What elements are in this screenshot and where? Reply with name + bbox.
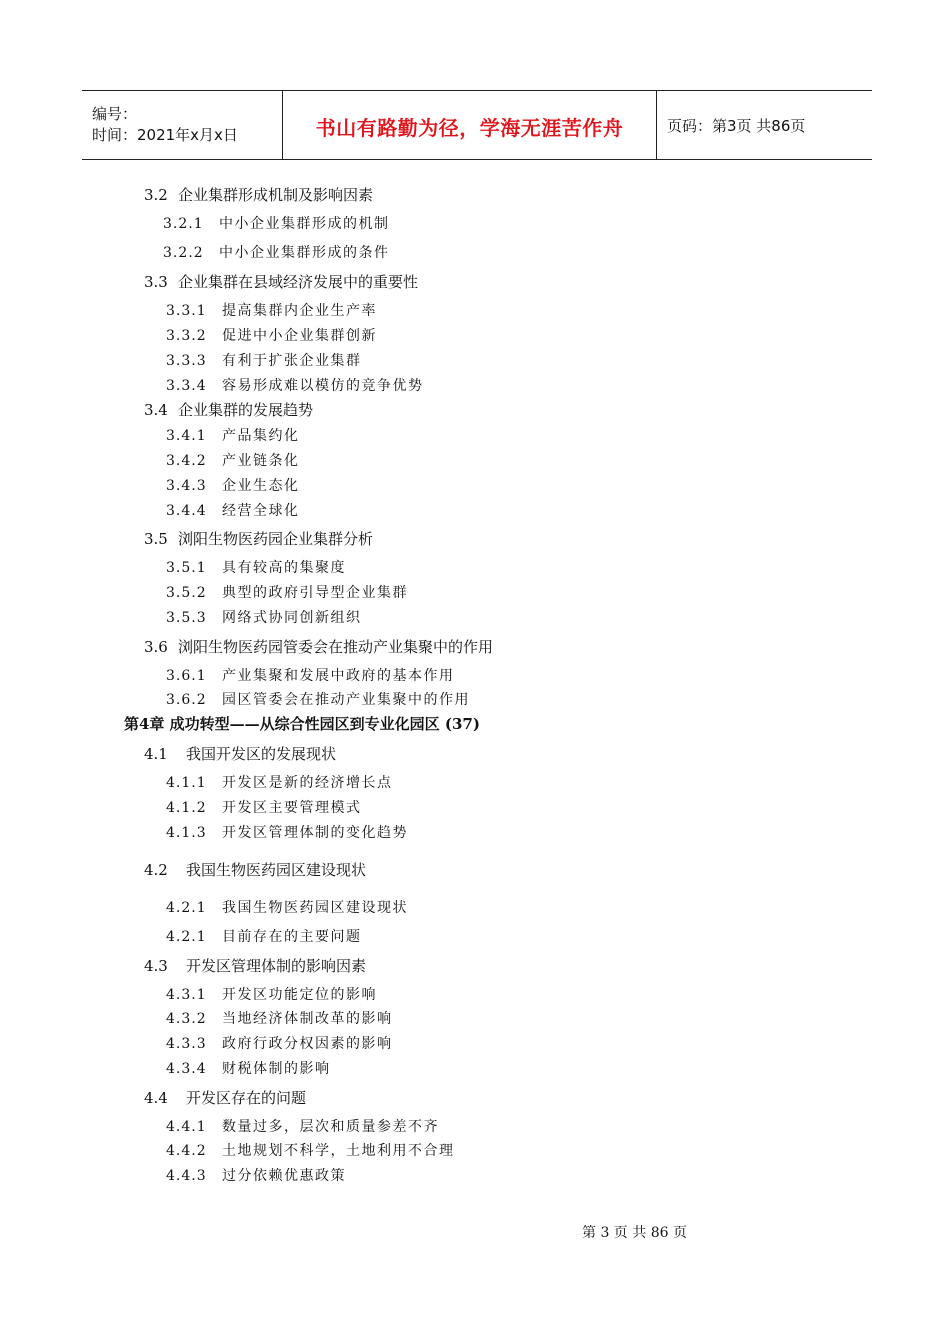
toc-entry[interactable]: 3.4.1 产品集约化 <box>166 428 300 444</box>
toc-entry[interactable]: 3.5 浏阳生物医药园企业集群分析 <box>144 530 374 548</box>
toc-entry[interactable]: 4.3 开发区管理体制的影响因素 <box>144 957 367 975</box>
toc-entry[interactable]: 4.1.2 开发区主要管理模式 <box>166 800 362 816</box>
toc-entry[interactable]: 4.2 我国生物医药园区建设现状 <box>144 861 367 879</box>
toc-entry[interactable]: 4.2.1 目前存在的主要问题 <box>166 929 362 945</box>
toc-entry[interactable]: 4.4 开发区存在的问题 <box>144 1089 307 1107</box>
toc-entry[interactable]: 3.2 企业集群形成机制及影响因素 <box>144 186 374 204</box>
toc-entry[interactable]: 4.2.1 我国生物医药园区建设现状 <box>166 900 408 916</box>
toc-entry[interactable]: 3.3.3 有利于扩张企业集群 <box>166 353 362 369</box>
toc-entry[interactable]: 3.4 企业集群的发展趋势 <box>144 401 314 419</box>
toc-entry[interactable]: 3.3.1 提高集群内企业生产率 <box>166 303 377 319</box>
header-page-number: 页码：第3页 共86页 <box>667 116 806 135</box>
toc-entry[interactable]: 4.3.3 政府行政分权因素的影响 <box>166 1036 393 1052</box>
toc-entry[interactable]: 3.5.2 典型的政府引导型企业集群 <box>166 585 408 601</box>
toc-entry[interactable]: 3.6.2 园区管委会在推动产业集聚中的作用 <box>166 692 470 708</box>
toc-entry[interactable]: 3.5.3 网络式协同创新组织 <box>166 610 362 626</box>
toc-entry[interactable]: 4.3.2 当地经济体制改革的影响 <box>166 1011 393 1027</box>
toc-entry[interactable]: 4.4.3 过分依赖优惠政策 <box>166 1168 346 1184</box>
toc-entry[interactable]: 4.1.1 开发区是新的经济增长点 <box>166 775 393 791</box>
date-label: 时间：2021年x月x日 <box>92 126 238 144</box>
toc-entry[interactable]: 3.3.4 容易形成难以模仿的竞争优势 <box>166 378 424 394</box>
toc-chapter-heading[interactable]: 第4章 成功转型——从综合性园区到专业化园区 (37) <box>124 715 480 733</box>
toc-entry[interactable]: 4.4.1 数量过多，层次和质量参差不齐 <box>166 1119 439 1135</box>
toc-entry[interactable]: 3.4.3 企业生态化 <box>166 478 300 494</box>
toc-entry[interactable]: 3.6 浏阳生物医药园管委会在推动产业集聚中的作用 <box>144 638 494 656</box>
toc-entry[interactable]: 3.3.2 促进中小企业集群创新 <box>166 328 377 344</box>
header-meta <box>82 91 283 159</box>
page-footer: 第 3 页 共 86 页 <box>582 1225 687 1241</box>
header-motto: 书山有路勤为径，学海无涯苦作舟 <box>283 91 657 159</box>
toc-entry[interactable]: 4.1 我国开发区的发展现状 <box>144 745 337 763</box>
toc-entry[interactable]: 3.3 企业集群在县域经济发展中的重要性 <box>144 273 419 291</box>
toc-entry[interactable]: 3.6.1 产业集聚和发展中政府的基本作用 <box>166 668 455 684</box>
toc-entry[interactable]: 3.5.1 具有较高的集聚度 <box>166 560 346 576</box>
toc-entry[interactable]: 3.2.2 中小企业集群形成的条件 <box>163 245 390 261</box>
toc-entry[interactable]: 4.1.3 开发区管理体制的变化趋势 <box>166 825 408 841</box>
toc-entry[interactable]: 4.3.1 开发区功能定位的影响 <box>166 987 377 1003</box>
toc-entry[interactable]: 3.4.4 经营全球化 <box>166 503 300 519</box>
toc-entry[interactable]: 3.4.2 产业链条化 <box>166 453 300 469</box>
toc-entry[interactable]: 4.4.2 土地规划不科学，土地利用不合理 <box>166 1143 455 1159</box>
page-header <box>82 90 872 160</box>
serial-number-label: 编号： <box>92 105 138 123</box>
toc-entry[interactable]: 3.2.1 中小企业集群形成的机制 <box>163 216 390 232</box>
toc-entry[interactable]: 4.3.4 财税体制的影响 <box>166 1061 331 1077</box>
